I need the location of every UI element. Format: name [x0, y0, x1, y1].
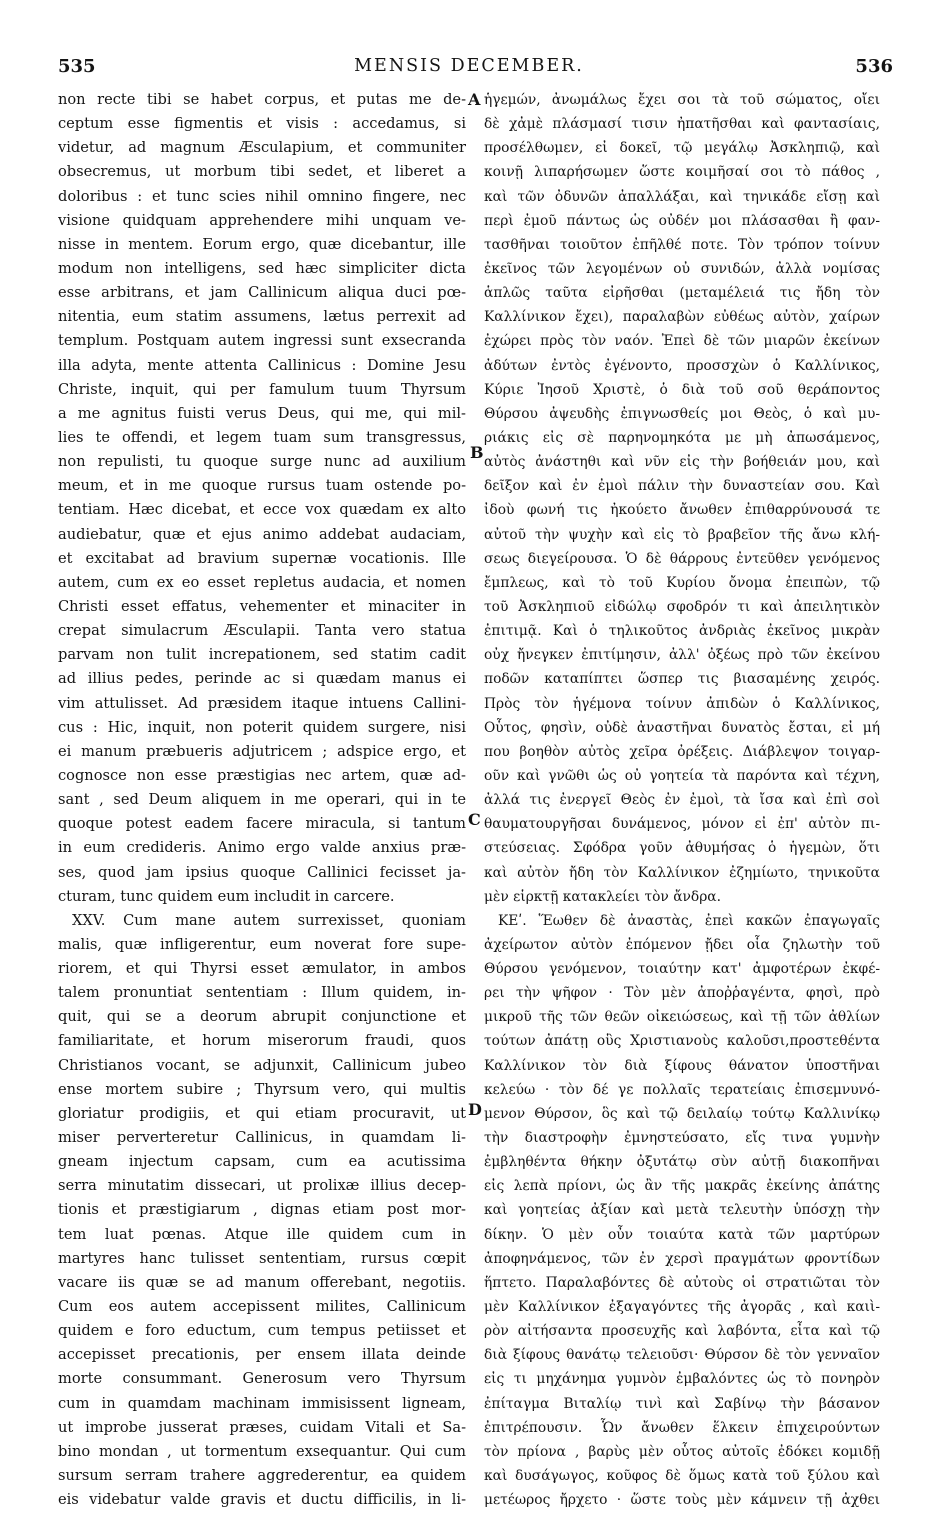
margin-letter-a: A: [468, 90, 481, 109]
text-line: ἐμβληθέντα θήκην ὀξυτάτῳ σὺν αὐτῇ διακοπῆναι: [484, 1154, 880, 1171]
text-line: μὲν εἱρκτῇ κατακλείει τὸν ἄνδρα.: [484, 888, 722, 905]
text-line: cturam, tunc quidem eum includit in carcere.: [58, 887, 395, 905]
text-line: μετέωρος ἤρχετο · ὥστε τοὺς μὲν κάμνειν τῇ ἀχθει: [484, 1492, 880, 1509]
text-line: obsecremus, ut morbum tibi sedet, et liberet a: [58, 163, 466, 181]
text-line: ἡγεμών, ἀνωμάλως ἔχει σοι τὰ τοῦ σώματος, οἴει: [484, 92, 880, 108]
greek-column: [484, 88, 880, 1512]
text-line: esse arbitrans, et jam Callinicum aliqua duci pœ-: [58, 284, 466, 302]
text-line: ἥπτετο. Παραλαβόντες δὲ αὐτοὺς οἱ στρατιῶται τὸν: [484, 1274, 880, 1291]
text-line: ΚΕʹ. Ἕωθεν δὲ ἀναστὰς, ἐπεὶ κακῶν ἐπαγωγαῖς: [498, 912, 880, 929]
text-line: καὶ γοητείας ἀξίαν καὶ μετὰ τελευτὴν ὑπόσχῃ τὴν: [484, 1202, 880, 1219]
text-line: ριάκις εἰς σὲ παρηνομηκότα με μὴ ἀπωσάμενος,: [484, 429, 880, 446]
text-line: crepat simulacrum Æsculapii. Tanta vero statua: [58, 622, 466, 640]
page-number-right: 536: [855, 56, 893, 77]
text-line: bino mondan , ut tormentum exsequantur. Qui cum: [58, 1442, 466, 1460]
text-line: tentiam. Hæc dicebat, et ecce vox quædam ex alto: [58, 501, 466, 519]
text-line: cum in quamdam machinam immisissent ligneam,: [58, 1394, 466, 1412]
text-line: gloriatur prodigiis, et qui etiam procuravit, ut: [58, 1104, 466, 1122]
text-line: tionis et præstigiarum , dignas etiam post mor-: [58, 1201, 466, 1219]
text-line: sant , sed Deum aliquem in me operari, qui in te: [58, 791, 466, 809]
text-line: quidem e foro eductum, cum tempus petiisset et: [58, 1322, 466, 1340]
text-line: δίκην. Ὁ μὲν οὖν τοιαύτα κατὰ τῶν μαρτύρων: [484, 1226, 880, 1243]
page-number-left: 535: [58, 56, 96, 77]
text-line: doloribus : et tunc scies nihil omnino fingere, nec: [58, 187, 466, 205]
text-line: τούτων ἀπάτῃ οὓς Χριστιανοὺς καλοῦσι,προστεθέντα: [484, 1033, 880, 1050]
text-line: sursum serram trahere aggrederentur, ea quidem: [58, 1467, 466, 1485]
text-line: οὐχ ἤνεγκεν ἐπιτίμησιν, ἀλλ' ὀξέως πρὸ τῶν ἐκείνου: [484, 647, 880, 664]
text-line: accepisset precationis, per ensem illata deinde: [58, 1346, 466, 1364]
text-line: morte consummant. Generosum vero Thyrsum: [58, 1370, 466, 1388]
text-line: non recte tibi se habet corpus, et putas me de-: [58, 91, 466, 108]
text-line: δεῖξον καὶ ἐν ἐμοὶ πάλιν τὴν δυναστείαν σου. Καὶ: [484, 478, 880, 495]
text-line: Καλλίνικον τὸν διὰ ξίφους θάνατον ὑποστῆναι: [484, 1057, 880, 1074]
text-line: Christianos vocant, se adjunxit, Callinicum jubeo: [58, 1056, 466, 1074]
text-line: εἰς λεπὰ πρίονι, ὡς ἂν τῆς μακρᾶς ἐκείνης ἀπάτης: [484, 1178, 880, 1195]
text-line: ρει τὴν ψῆφον · Τὸν μὲν ἀποῤῥαγέντα, φησὶ, πρὸ: [484, 985, 880, 1002]
text-line: στεύσειας. Σφόδρα γοῦν ἀθυμήσας ὁ ἡγεμὼν, ὅτι: [484, 840, 880, 857]
text-line: Christi esset effatus, vehementer et minaciter in: [58, 597, 466, 615]
text-line: ἐπίταγμα Βιταλίῳ τινὶ καὶ Σαβίνῳ τὴν βάσανον: [484, 1395, 880, 1412]
text-line: ceptum esse figmentis et visis : accedamus, si: [58, 115, 466, 133]
text-line: καὶ τῶν ὀδυνῶν ἀπαλλάξαι, καὶ τηνικάδε εἴσῃ καὶ: [484, 188, 880, 205]
text-line: martyres hanc tulisset sententiam, rursus cœpit: [58, 1249, 466, 1267]
text-line: ἐπιτιμᾷ. Καὶ ὁ τηλικοῦτος ἀνδριὰς ἐκεῖνος μικρὰν: [484, 623, 880, 640]
text-line: miser perverteretur Callinicus, in quamdam li-: [58, 1129, 466, 1147]
text-line: Christe, inquit, qui per famulum tuum Thyrsum: [58, 380, 466, 398]
text-line: ses, quod jam ipsius quoque Callinici fecisset ja-: [58, 863, 466, 881]
text-line: Cum eos autem accepissent milites, Callinicum: [58, 1298, 466, 1316]
text-line: parvam non tulit increpationem, sed statim cadit: [58, 646, 466, 664]
text-line: Πρὸς τὸν ἡγέμονα τοίνυν ἀπιδὼν ὁ Καλλίνικος,: [484, 695, 880, 712]
text-line: audiebatur, quæ et ejus animo addebat audaciam,: [58, 525, 466, 543]
text-line: ἀποφηνάμενος, τῶν ἐν χερσὶ πραγμάτων φροντίδων: [484, 1250, 880, 1267]
text-line: διὰ ξίφους θανάτῳ τελειοῦσι· Θύρσον δὲ τὸν γενναῖον: [484, 1347, 880, 1364]
text-line: malis, quæ infligerentur, eum noverat fore supe-: [58, 935, 466, 953]
text-line: καὶ δυσάγωγος, κοῦφος δὲ ὅμως κατὰ τοῦ ξύλου καὶ: [484, 1468, 880, 1485]
text-line: vim attulisset. Ad præsidem itaque intuens Callini-: [58, 694, 466, 712]
text-line: θαυματουργῆσαι δυνάμενος, μόνον εἰ ἐπ' αὐτὸν πι-: [484, 816, 880, 833]
text-line: XXV. Cum mane autem surrexisset, quoniam: [72, 911, 466, 929]
text-line: Θύρσου ἀψευδὴς ἐπιγνωσθείς μοι Θεὸς, ὁ καὶ μυ-: [484, 405, 880, 422]
text-line: μικροῦ τῆς τῶν θεῶν οἰκειώσεως, καὶ τῇ τῶν ἀθλίων: [484, 1009, 880, 1026]
text-line: gneam injectum capsam, cum ea acutissima: [58, 1153, 466, 1171]
text-line: autem, cum ex eo esset repletus audacia, et nomen: [58, 573, 466, 591]
text-line: in eum credideris. Animo ergo valde anxius præ-: [58, 839, 466, 857]
text-line: serra minutatim dissecari, ut prolixæ illius decep-: [58, 1177, 466, 1195]
margin-letter-b: B: [470, 443, 484, 462]
text-line: ἐπιτρέπουσιν. Ὧν ἄνωθεν ἕλκειν ἐπιχειρούντων: [484, 1419, 880, 1436]
text-line: οῦν καὶ γνῶθι ὡς οὐ γοητεία τὰ παρόντα καὶ τέχνη,: [484, 767, 880, 784]
text-line: ἐκεῖνος τῶν λεγομένων οὐ συνιδών, ἀλλὰ νομίσας: [484, 260, 880, 277]
text-line: tem luat pœnas. Atque ille quidem cum in: [58, 1225, 466, 1243]
text-line: quoque potest eadem facere miracula, si tantum: [58, 815, 466, 833]
text-line: ἰδοὺ φωνή τις ἠκούετο ἄνωθεν ἐπιθαρρύνουσά τε: [484, 502, 880, 519]
text-line: eis videbatur valde gravis et ductu difficilis, in li-: [58, 1491, 466, 1509]
text-line: τὸν πρίονα , βαρὺς μὲν οὗτος αὐτοῖς ἐδόκει κομιδῇ: [484, 1443, 880, 1460]
text-line: ποδῶν καταπίπτει ὥσπερ τις βιασαμένης χειρός.: [484, 671, 880, 688]
text-line: vacare iis quæ se ad manum offerebant, negotiis.: [58, 1273, 466, 1291]
text-line: videtur, ad magnum Æsculapium, et communiter: [58, 139, 466, 157]
text-line: αὐτοῦ τὴν ψυχὴν καὶ εἰς τὸ βραβεῖον τῆς ἄνω κλή-: [484, 526, 880, 543]
text-line: που βοηθὸν αὐτὸς χεῖρα ὀρέξεις. Διάβλεψον τοιγαρ-: [484, 743, 880, 760]
text-line: ἀχείρωτον αὐτὸν ἐπόμενον ᾔδει οἷα ζηλωτὴν τοῦ: [484, 936, 880, 953]
latin-column: [58, 88, 466, 1512]
text-line: τασθῆναι τοιοῦτον ἐπῆλθέ ποτε. Τὸν τρόπον τοίνυν: [484, 236, 880, 253]
text-line: σεως διεγείρουσα. Ὁ δὲ θάρρους ἐντεῦθεν γενόμενος: [484, 550, 880, 567]
text-line: non repulisti, tu quoque surge nunc ad auxilium: [58, 453, 466, 471]
text-line: ense mortem subire ; Thyrsum vero, qui multis: [58, 1080, 466, 1098]
text-line: a me agnitus fuisti verus Deus, qui me, qui mil-: [58, 404, 466, 422]
text-line: Καλλίνικον ἔχει), παραλαβὼν εὐθέως αὐτὸν, χαίρων: [484, 309, 880, 326]
text-line: ἐχώρει πρὸς τὸν ναόν. Ἐπεὶ δὲ τῶν μιαρῶν ἐκείνων: [484, 333, 880, 350]
text-line: illa adyta, mente attenta Callinicus : Domine Jesu: [58, 356, 466, 374]
text-line: περὶ ἐμοῦ πάντως ὡς οὐδέν μοι πλάσασθαι ἢ φαν-: [484, 212, 880, 229]
margin-letter-d: D: [468, 1100, 482, 1119]
text-line: ἁπλῶς ταῦτα εἰρῆσθαι (μεταμέλειά τις ἤδη τὸν: [484, 285, 880, 302]
text-line: meum, et in me quoque rursus tuam ostende po-: [58, 477, 466, 495]
text-line: καὶ αὐτὸν ἤδη τὸν Καλλίνικον ἐζημίωτο, τηνικοῦτα: [484, 864, 880, 881]
text-line: riorem, et qui Thyrsi esset æmulator, in ambos: [58, 960, 466, 978]
running-header: [0, 56, 938, 86]
text-line: ut improbe jusserat præses, cuidam Vitali et Sa-: [58, 1418, 466, 1436]
text-line: familiaritate, et horum miserorum fraudi, quos: [58, 1032, 466, 1050]
text-line: cus : Hic, inquit, non poterit quidem surgere, nisi: [58, 718, 466, 736]
text-line: Κύριε Ἰησοῦ Χριστὲ, ὁ διὰ τοῦ σοῦ θεράποντος: [484, 381, 880, 398]
text-line: ἔμπλεως, καὶ τὸ τοῦ Κυρίου ὄνομα ἐπειπὼν, τῷ: [484, 574, 880, 591]
text-line: δὲ χἀμὲ πλάσμασί τισιν ἠπατῆσθαι καὶ φαντασίαις,: [484, 116, 880, 133]
text-line: modum non intelligens, sed hæc simpliciter dicta: [58, 259, 466, 277]
text-line: μενον Θύρσον, ὃς καὶ τῷ δειλαίῳ τούτῳ Καλλινίκῳ: [484, 1105, 880, 1122]
text-line: cognosce non esse præstigias nec artem, quæ ad-: [58, 766, 466, 784]
text-line: Θύρσου γενόμενον, τοιαύτην κατ' ἀμφοτέρων ἐκφέ-: [484, 961, 880, 978]
text-line: nisse in mentem. Eorum ergo, quæ dicebantur, ille: [58, 235, 466, 253]
margin-letter-c: C: [468, 810, 481, 829]
text-line: ἀδύτων ἐντὸς ἐγένοντο, προσσχὼν ὁ Καλλίνικος,: [484, 357, 880, 374]
text-line: ἀλλά τις ἐνεργεῖ Θεὸς ἐν ἐμοὶ, τὰ ἴσα καὶ ἐπὶ σοὶ: [484, 792, 880, 809]
text-line: ρὸν αἰτήσαντα προσευχῆς καὶ λαβόντα, εἶτα καὶ τῷ: [484, 1323, 880, 1340]
running-title: MENSIS DECEMBER.: [354, 56, 584, 76]
text-line: et excitabat ad bravium supernæ vocationis. Ille: [58, 549, 466, 567]
text-line: quit, qui se a deorum abrupit conjunctione et: [58, 1008, 466, 1026]
text-line: κοινῇ λιπαρήσωμεν ὥστε κοιμῆσαί σοι τὸ πάθος ,: [484, 164, 880, 181]
text-line: τὴν διαστροφὴν ἐμνηστεύσατο, εἴς τινα γυμνὴν: [484, 1130, 880, 1147]
text-line: εἰς τι μηχάνημα γυμνὸν ἐμβαλόντες ὡς τὸ πονηρὸν: [484, 1371, 880, 1388]
text-line: μὲν Καλλίνικον ἐξαγαγόντες τῆς ἀγορᾶς , καὶ καιὶ-: [484, 1299, 880, 1316]
text-line: nitentia, eum statim assumens, lætus perrexit ad: [58, 308, 466, 326]
text-line: τοῦ Ἀσκληπιοῦ εἰδώλῳ σφοδρόν τι καὶ ἀπειλητικὸν: [484, 598, 880, 615]
text-line: lies te offendi, et legem tuam sum transgressus,: [58, 428, 466, 446]
text-line: ad illius pedes, perinde ac si quædam manus ei: [58, 670, 466, 688]
text-line: ei manum præbueris adjutricem ; adspice ergo, et: [58, 742, 466, 760]
text-line: κελεύω · τὸν δέ γε πολλαῖς τερατείαις ἐπισεμνυνό-: [484, 1081, 880, 1098]
text-line: templum. Postquam autem ingressi sunt exsecranda: [58, 332, 466, 350]
text-line: visione quidquam apprehendere mihi unquam ve-: [58, 211, 466, 229]
text-line: προσέλθωμεν, εἰ δοκεῖ, τῷ μεγάλῳ Ἀσκληπιῷ, καὶ: [484, 140, 880, 157]
text-line: talem pronuntiat sententiam : Illum quidem, in-: [58, 984, 466, 1002]
text-line: αὐτὸς ἀνάστηθι καὶ νῦν εἰς τὴν βοήθειάν μου, καὶ: [484, 454, 880, 471]
text-line: Οὗτος, φησὶν, οὐδὲ ἀναστῆναι δυνατὸς ἔσται, εἰ μή: [484, 719, 880, 736]
